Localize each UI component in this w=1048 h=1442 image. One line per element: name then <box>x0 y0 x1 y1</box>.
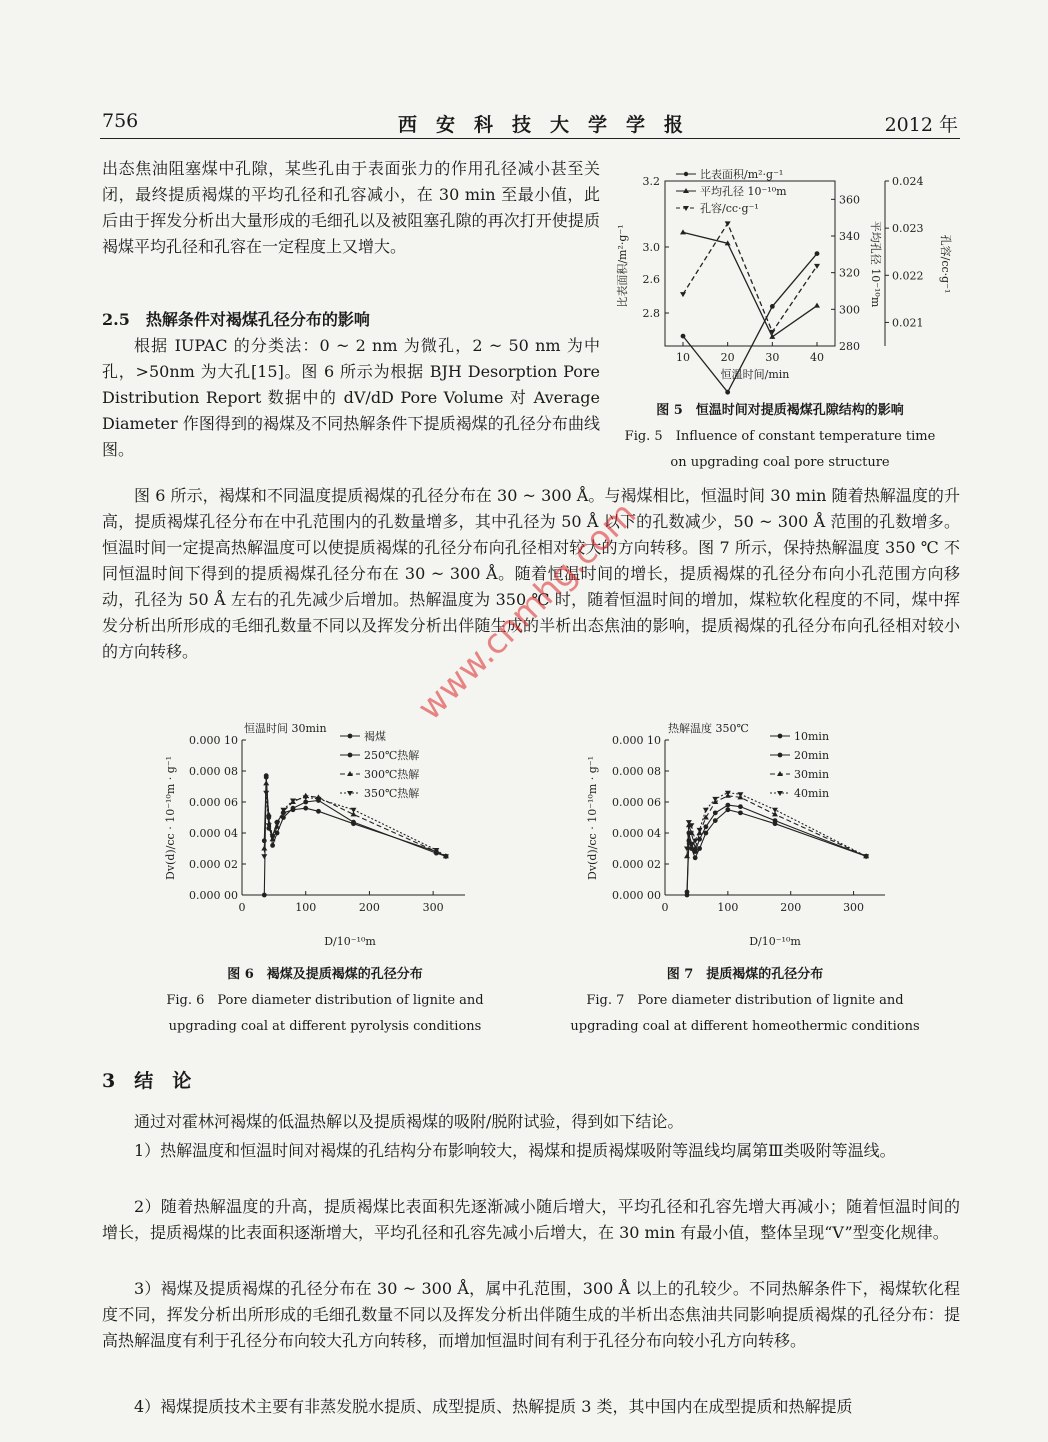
fig7-series-1-point <box>738 804 743 809</box>
fig5-right-tick: 0.023 <box>892 222 924 236</box>
fig7-series-1-point <box>685 890 690 895</box>
fig7-caption-en1: Fig. 7 Pore diameter distribution of lignite and <box>586 993 904 1008</box>
fig7-series-3-point <box>697 828 703 833</box>
fig7-series-2-point <box>684 853 690 858</box>
fig7-legend-3: 40min <box>794 787 830 800</box>
fig6-series-2-point <box>263 780 269 785</box>
fig6-series-3-point <box>261 854 267 859</box>
fig5-series-1-point <box>680 229 686 234</box>
fig6-ylabel: Dv(d)/cc · 10⁻¹⁰m · g⁻¹ <box>164 756 177 880</box>
fig7-series-0-point <box>738 810 743 815</box>
fig6-y-tick: 0.000 10 <box>189 734 238 747</box>
section-2-5-para2: 图 6 所示，褐煤和不同温度提质褐煤的孔径分布在 30 ~ 300 Å。与褐煤相比，恒温时间 30 min 随着热解温度的升高，提质褐煤孔径分布在中孔范围内的孔数量增多，其中孔径为 50 Å 以下的孔数减少，50 ~ 300 Å 范围的孔数增多。恒温时间一定提高热解温度可以使提质褐煤的孔径分布向孔径相对较大的方向转移。图 7 所示，保持热解温度 350 ℃ 不同恒温时间下得到的提质褐煤孔径分布在 30 ~ 300 Å。随着恒温时间的增长，提质褐煤的孔径分布向小孔范围方向移动，孔径为 50 Å 左右的孔先减少后增加。热解温度为 350 ℃ 时，随着恒温时间的增加，煤粒软化程度的不同，煤中挥发分析出所形成的毛细孔数量不同以及挥发分析出伴随生成的半析出态焦油的影响，提质褐煤的孔径分布向孔径相对较小的方向转移。 <box>102 486 960 661</box>
fig6-series-3-point <box>351 808 357 813</box>
section-3-title: 3 结 论 <box>102 1070 192 1092</box>
fig6-caption-en1: Fig. 6 Pore diameter distribution of lignite and <box>166 993 484 1008</box>
fig6-y-tick: 0.000 04 <box>189 827 238 840</box>
fig5-series-2-point <box>814 264 820 269</box>
fig6-x-tick: 100 <box>295 901 317 914</box>
fig5-series-1-point <box>814 303 820 308</box>
fig6-legend-marker-0 <box>348 734 353 739</box>
fig5-caption-en2: on upgrading coal pore structure <box>670 455 890 470</box>
fig5-caption-en1: Fig. 5 Influence of constant temperature time <box>624 429 936 444</box>
fig5-mid-tick: 340 <box>839 230 860 243</box>
fig7-y-tick: 0.000 08 <box>612 765 661 778</box>
fig7-x-tick: 100 <box>717 901 739 914</box>
fig6-x-tick: 0 <box>238 901 246 914</box>
fig6-series-3-point <box>263 791 269 796</box>
fig5-right-tick: 0.022 <box>892 269 924 283</box>
fig6-caption-en2: upgrading coal at different pyrolysis conditions <box>168 1019 482 1034</box>
fig7-legend <box>770 730 829 800</box>
fig7-y-tick: 0.000 10 <box>612 734 661 747</box>
fig6-legend-0: 褐煤 <box>364 730 386 743</box>
fig5-legend-2: 孔容/cc·g⁻¹ <box>700 202 759 215</box>
watermark: www.cnmhg.com <box>410 494 645 729</box>
fig7-legend-1: 20min <box>794 749 830 762</box>
fig5-legend-0: 比表面积/m²·g⁻¹ <box>700 168 784 181</box>
fig7-series-1-point <box>703 824 708 829</box>
fig5-x-tick: 20 <box>720 351 735 364</box>
fig5-right-tick: 0.021 <box>892 316 924 330</box>
fig7-series-0-point <box>713 818 718 823</box>
conclusion-item-4: 4）褐煤提质技术主要有非蒸发脱水提质、成型提质、热解提质 3 类，其中国内在成型提质和热解提质 <box>134 1397 853 1416</box>
fig5-series-0-point <box>815 251 820 256</box>
fig6-series-0-point <box>316 809 321 814</box>
fig6-legend-1: 250℃热解 <box>364 749 420 762</box>
fig6-x-tick: 200 <box>358 901 380 914</box>
fig6-x-tick: 300 <box>422 901 444 914</box>
fig6-series-1-point <box>264 775 269 780</box>
fig6-title: 恒温时间 30min <box>244 722 327 735</box>
fig6-series-1-point <box>351 820 356 825</box>
fig6-y-tick: 0.000 08 <box>189 765 238 778</box>
fig6-series-2-point <box>266 811 272 816</box>
fig5-right-label: 孔容/cc·g⁻¹ <box>939 234 952 294</box>
fig7-x-tick: 200 <box>780 901 802 914</box>
fig5-series-0-point <box>770 304 775 309</box>
fig5-left-tick: 2.8 <box>642 307 660 320</box>
fig5-caption-cn: 图 5 恒温时间对提质褐煤孔隙结构的影响 <box>656 403 904 418</box>
fig5-legend <box>676 167 787 215</box>
fig6-series-0-point <box>262 893 267 898</box>
fig6-xlabel: D/10⁻¹⁰m <box>324 935 376 948</box>
fig6-caption-cn: 图 6 褐煤及提质褐煤的孔径分布 <box>227 967 423 982</box>
fig5-left-tick: 2.6 <box>642 273 660 286</box>
fig6-y-tick: 0.000 06 <box>189 796 238 809</box>
fig7-y-tick: 0.000 04 <box>612 827 661 840</box>
fig7-series-0-point <box>693 855 698 860</box>
fig6-chart <box>160 712 490 952</box>
fig5-mid-label: 平均孔径 10⁻¹⁰m <box>869 220 882 308</box>
fig7-caption-cn: 图 7 提质褐煤的孔径分布 <box>666 967 824 982</box>
fig5-series-line-1 <box>683 232 817 336</box>
fig6-series-1-point <box>291 806 296 811</box>
fig6-legend-3: 350℃热解 <box>364 787 420 800</box>
fig6-series-0-point <box>303 806 308 811</box>
fig5-mid-tick: 300 <box>839 303 860 317</box>
fig7-legend-0: 10min <box>794 730 830 743</box>
section-2-5-title: 2.5 热解条件对褐煤孔径分布的影响 <box>102 310 370 329</box>
fig6-legend-marker-1 <box>348 753 353 758</box>
fig7-legend-marker-1 <box>778 753 783 758</box>
fig7-title: 热解温度 350℃ <box>668 722 749 735</box>
fig7-y-tick: 0.000 00 <box>612 889 661 902</box>
fig5-left-label: 比表面积/m²·g⁻¹ <box>616 224 629 308</box>
fig5-x-tick: 40 <box>810 351 824 364</box>
fig7-series-1-point <box>773 818 778 823</box>
fig5-chart <box>610 166 950 388</box>
fig7-chart <box>580 712 910 952</box>
fig7-xlabel: D/10⁻¹⁰m <box>749 935 801 948</box>
top-paragraph: 出态焦油阻塞煤中孔隙，某些孔由于表面张力的作用孔径减小甚至关闭，最终提质褐煤的平均孔径和孔容减小，在 30 min 至最小值，此后由于挥发分析出大量形成的毛细孔以及被阻塞孔隙的再次打开使提质褐煤平均孔径和孔容在一定程度上又增大。 <box>102 159 600 256</box>
conclusion-item-3: 3）褐煤及提质褐煤的孔径分布在 30 ~ 300 Å，属中孔范围，300 Å 以上的孔较少。不同热解条件下，褐煤软化程度不同，挥发分析出所形成的毛细孔数量不同以及挥发分析出伴随生成的半析出态焦油共同影响提质褐煤的孔径分布：提高热解温度有利于孔径分布向较大孔方向转移，而增加恒温时间有利于孔径分布向较小孔方向转移。 <box>102 1279 960 1350</box>
fig5-x-tick: 30 <box>765 351 780 364</box>
section-2-5-para1: 根据 IUPAC 的分类法：0 ~ 2 nm 为微孔，2 ~ 50 nm 为中孔，>50nm 为大孔[15]。图 6 所示为根据 BJH Desorption Pore Distribution Report 数据中的 dV/dD Pore Volume 对 Average Diameter 作图得到的褐煤及不同热解条件下提质褐煤的孔径分布曲线图。 <box>102 336 600 459</box>
page-number: 756 <box>102 110 139 132</box>
fig7-series-3-point <box>737 792 743 797</box>
fig6-legend <box>340 729 419 800</box>
fig6-legend-2: 300℃热解 <box>364 768 420 781</box>
fig7-legend-2: 30min <box>794 768 830 781</box>
year: 2012 年 <box>884 114 958 136</box>
fig5-right-tick: 0.024 <box>892 175 924 188</box>
fig5-x-tick: 10 <box>676 351 690 364</box>
fig7-series-1-point <box>725 803 730 808</box>
fig7-y-tick: 0.000 02 <box>612 858 661 871</box>
fig5-xlabel: 恒温时间/min <box>720 368 790 381</box>
journal-title: 西 安 科 技 大 学 学 报 <box>398 114 684 136</box>
fig5-left-tick: 3.2 <box>642 175 660 188</box>
fig5-series-2-point <box>680 292 686 297</box>
fig5-mid-tick: 320 <box>839 266 860 280</box>
fig5-left-tick: 3.0 <box>642 241 660 254</box>
fig7-series-1-point <box>713 810 718 815</box>
fig5-series-0-point <box>681 334 686 339</box>
fig5-series-0-point <box>725 390 730 395</box>
fig7-y-tick: 0.000 06 <box>612 796 661 809</box>
fig7-legend-marker-0 <box>778 734 783 739</box>
fig7-x-tick: 0 <box>661 901 669 914</box>
fig7-series-line-1 <box>687 805 866 892</box>
conclusion-item-2: 2）随着热解温度的升高，提质褐煤比表面积先逐渐减小随后增大，平均孔径和孔容先增大再减小；随着恒温时间的增长，提质褐煤的比表面积逐渐增大，平均孔径和孔容先减小后增大，在 30 min 有最小值，整体呈现“V”型变化规律。 <box>102 1197 960 1242</box>
fig7-caption-en2: upgrading coal at different homeothermic conditions <box>570 1019 920 1034</box>
fig7-x-tick: 300 <box>843 901 865 914</box>
fig5-mid-tick: 360 <box>839 193 860 207</box>
fig7-ylabel: Dv(d)/cc · 10⁻¹⁰m · g⁻¹ <box>586 756 599 880</box>
fig6-series-3-point <box>274 822 280 827</box>
fig5-legend-1: 平均孔径 10⁻¹⁰m <box>700 185 787 198</box>
fig7-series-0-point <box>725 807 730 812</box>
fig5-mid-tick: 280 <box>839 340 860 353</box>
header-rule <box>100 138 960 139</box>
fig7-series-3-point <box>703 808 709 813</box>
fig6-series-1-point <box>270 843 275 848</box>
conclusion-intro: 通过对霍林河褐煤的低温热解以及提质褐煤的吸附/脱附试验，得到如下结论。 <box>134 1112 684 1131</box>
conclusion-item-1: 1）热解温度和恒温时间对褐煤的孔结构分布影响较大，褐煤和提质褐煤吸附等温线均属第Ⅲ类吸附等温线。 <box>134 1141 896 1160</box>
fig6-y-tick: 0.000 02 <box>189 858 238 871</box>
fig6-y-tick: 0.000 00 <box>189 889 238 902</box>
